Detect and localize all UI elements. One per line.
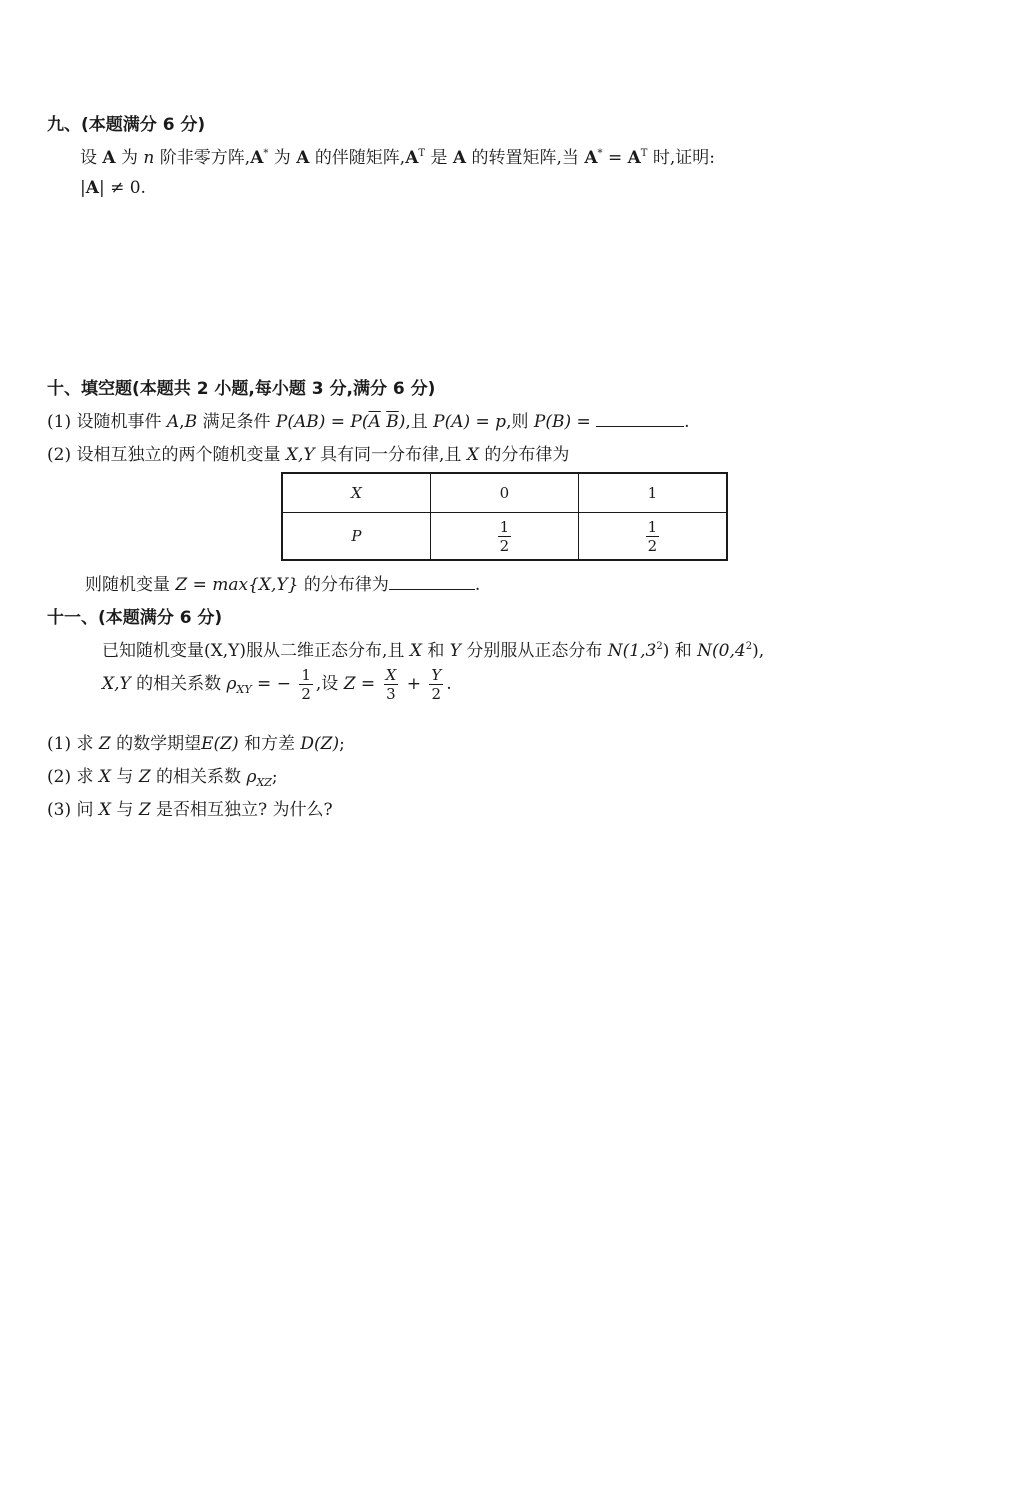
var-n: n [143, 148, 155, 168]
q11-text: . [446, 674, 452, 694]
q11-text: = − [257, 674, 291, 694]
q9-claim [80, 178, 146, 198]
q10-heading: 十、填空题(本题共 2 小题,每小题 3 分,满分 6 分) [47, 379, 436, 399]
plus-sign: + [406, 674, 421, 694]
rho-subscript: XZ [256, 776, 272, 789]
q11-text: (3) 问 [47, 800, 94, 820]
fraction [646, 518, 660, 555]
adjugate-mark: * [263, 148, 269, 159]
q11-sub2 [47, 762, 278, 789]
q9-text: ≠ 0. [110, 178, 146, 198]
event-B: B [184, 412, 198, 432]
matrix-A: A [102, 148, 116, 168]
transpose-mark: T [418, 148, 426, 159]
rho-symbol: ρ [226, 674, 237, 694]
distribution-table [281, 472, 728, 561]
var-XY: X,Y [102, 674, 131, 694]
var-Z: Z [138, 800, 151, 820]
q10-text: . [474, 575, 481, 595]
rho-symbol: ρ [246, 767, 257, 787]
table-header-cell: 1 [578, 473, 727, 513]
q11-text: ,设 [315, 674, 339, 694]
var-X: X [466, 445, 479, 465]
table-cell-label: P [282, 513, 430, 561]
q11-heading: 十一、(本题满分 6 分) [47, 608, 223, 628]
fraction-numerator: Y [431, 666, 442, 684]
variance: D(Z) [300, 734, 340, 754]
q10-text: 的分布律为 [484, 445, 570, 465]
q10-part2 [47, 440, 569, 465]
table-header-cell: 0 [430, 473, 578, 513]
q9-text: 设 [80, 148, 97, 168]
var-X: X [98, 800, 111, 820]
q11-text: 分别服从正态分布 [466, 641, 603, 661]
fraction-denominator: 3 [386, 685, 396, 703]
fraction [299, 666, 313, 703]
table-row [282, 513, 727, 561]
table-cell-prob [578, 513, 727, 561]
q11-sub1 [47, 729, 345, 754]
q9-text: 是 [430, 148, 448, 168]
var-Z: Z [98, 734, 111, 754]
normal-dist-2: N(0,4 [697, 641, 746, 661]
event-A: A [166, 412, 180, 432]
q10-formula: P(A) = p [433, 412, 507, 432]
matrix-A: A [296, 148, 310, 168]
var-X: X [98, 767, 111, 787]
fraction-numerator: 1 [301, 666, 311, 684]
matrix-A: A [85, 178, 99, 198]
q11-text: 是否相互独立? 为什么? [156, 800, 333, 820]
q11-statement [102, 636, 764, 661]
fraction [498, 518, 512, 555]
q10-text: ,且 [405, 412, 428, 432]
det-bar: | [98, 178, 105, 198]
event-A-complement: $\overline{A}$ [368, 412, 381, 432]
transpose-mark: T [640, 148, 648, 159]
q11-sub3 [47, 795, 333, 820]
adjugate-mark: * [597, 148, 603, 159]
q10-text: (1) 设随机事件 [47, 412, 162, 432]
fraction-denominator: 2 [301, 685, 311, 703]
q11-text: 和 [427, 641, 445, 661]
q10-text: 则随机变量 [85, 575, 170, 595]
det-bar: | [80, 178, 86, 198]
q10-text: 满足条件 [202, 412, 271, 432]
q9-heading: 九、(本题满分 6 分) [47, 115, 206, 135]
q9-text: 的伴随矩阵, [314, 148, 406, 168]
q11-text: 与 [116, 800, 134, 820]
q10-part2-question [85, 570, 480, 595]
var-X: X [409, 641, 422, 661]
q11-text: 的相关系数 [156, 767, 242, 787]
q11-text: ) [662, 641, 670, 661]
q10-text: (2) 设相互独立的两个随机变量 [47, 445, 281, 465]
var-XY: X,Y [285, 445, 315, 465]
q11-text: 的相关系数 [136, 674, 222, 694]
expectation: E(Z) [201, 734, 239, 754]
q9-statement [80, 143, 715, 168]
q10-formula: P(AB) = P( [275, 412, 369, 432]
q11-text: 和 [674, 641, 692, 661]
q11-definitions [102, 666, 452, 703]
fraction-denominator: 2 [431, 685, 442, 703]
fraction-numerator: 1 [499, 517, 510, 536]
fraction [429, 666, 443, 703]
rho-subscript: XY [236, 683, 252, 696]
matrix-A: A [627, 148, 641, 168]
q10-formula: ) [398, 412, 406, 432]
q9-text: 时,证明: [652, 148, 716, 168]
q11-text: 已知随机变量(X,Y)服从二维正态分布,且 [102, 641, 405, 661]
q10-part1 [47, 407, 690, 432]
q9-text: 的转置矩阵,当 [471, 148, 579, 168]
q10-formula: P(B) = [533, 412, 591, 432]
fraction [384, 666, 399, 703]
fraction-numerator: 1 [647, 517, 658, 536]
q11-text: ; [271, 767, 278, 787]
matrix-A: A [584, 148, 598, 168]
normal-dist-1: N(1,3 [607, 641, 657, 661]
answer-blank[interactable] [596, 412, 684, 427]
q11-text: 的数学期望 [116, 734, 202, 754]
equals-sign: = [607, 148, 623, 168]
q9-text: 为 [121, 148, 139, 168]
q11-text: 与 [116, 767, 134, 787]
table-cell-prob [430, 513, 578, 561]
exponent: 2 [745, 641, 753, 652]
q10-text: ,则 [506, 412, 529, 432]
q9-text: 为 [273, 148, 291, 168]
matrix-A: A [405, 148, 419, 168]
q11-formula: Z = [343, 674, 376, 694]
matrix-A: A [452, 148, 467, 168]
answer-blank[interactable] [389, 575, 475, 590]
q11-text: (2) 求 [47, 767, 94, 787]
q10-text: , [179, 412, 185, 432]
var-Z: Z [138, 767, 151, 787]
table-row [282, 473, 727, 513]
table-header-cell: X [282, 473, 430, 513]
q10-formula: Z = max{X,Y} [175, 575, 299, 595]
q11-text: ; [339, 734, 345, 754]
var-Y: Y [449, 641, 461, 661]
matrix-A: A [250, 148, 264, 168]
fraction-numerator: X [385, 666, 397, 684]
exponent: 2 [656, 641, 663, 652]
fraction-denominator: 2 [647, 536, 658, 555]
q11-text: (1) 求 [47, 734, 94, 754]
q11-text: ), [752, 641, 765, 661]
q10-text: . [684, 412, 690, 432]
q10-text: 的分布律为 [303, 575, 389, 595]
q11-text: 和方差 [244, 734, 296, 754]
q9-text: 阶非零方阵, [159, 148, 251, 168]
q10-text: 具有同一分布律,且 [320, 445, 462, 465]
event-B-complement: $\overline{B}$ [386, 412, 399, 432]
fraction-denominator: 2 [499, 536, 510, 555]
